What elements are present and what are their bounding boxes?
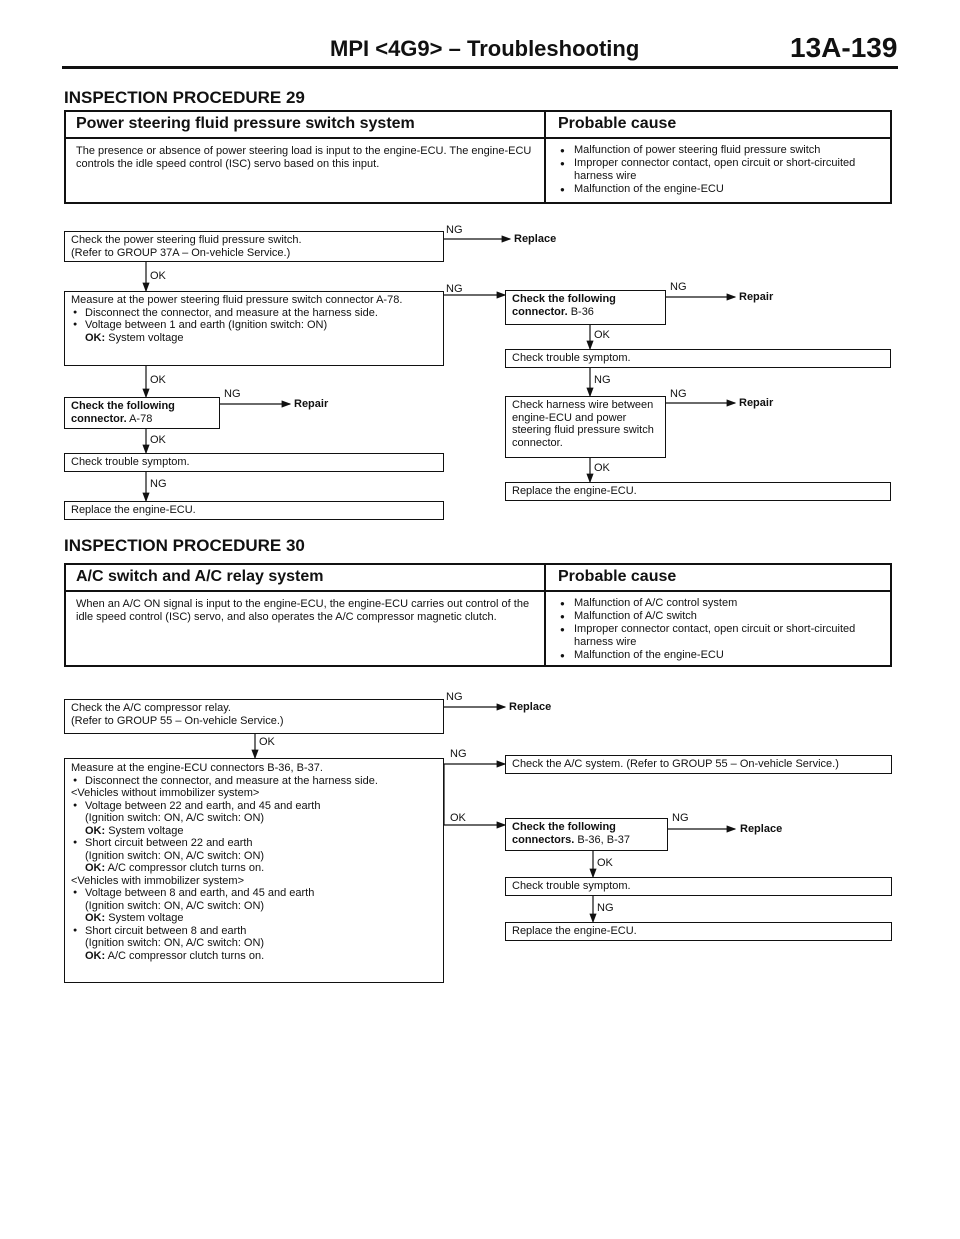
ok-condition bbox=[71, 332, 437, 345]
ok-label: OK bbox=[450, 812, 466, 824]
step-item bbox=[71, 837, 437, 875]
replace-ecu-box: Replace the engine-ECU. bbox=[505, 922, 892, 941]
procedure-30-title: INSPECTION PROCEDURE 30 bbox=[64, 536, 305, 555]
ok-label: OK bbox=[597, 857, 613, 869]
procedure-29-title: INSPECTION PROCEDURE 29 bbox=[64, 88, 305, 107]
ok-value: A/C compressor clutch turns on. bbox=[107, 862, 265, 874]
result-repair: Repair bbox=[739, 397, 774, 409]
measure-steps bbox=[71, 887, 437, 962]
vehicle-variant-label: <Vehicles without immobilizer system> bbox=[71, 787, 260, 799]
ok-label: OK bbox=[150, 434, 166, 446]
step-text: Voltage between 8 and earth, and 45 and earth bbox=[85, 887, 315, 899]
step-item: ● Voltage between 1 and earth (Ignition switch: ON) bbox=[71, 319, 437, 332]
box-text: Check the following connectors. bbox=[512, 821, 616, 846]
box-text: Check the following connector. bbox=[512, 293, 616, 318]
vehicle-variant-label: <Vehicles with immobilizer system> bbox=[71, 874, 245, 887]
cause-item: ● Malfunction of power steering fluid pressure switch bbox=[558, 144, 884, 157]
replace-ecu-box: Replace the engine-ECU. bbox=[505, 482, 891, 501]
result-replace: Replace bbox=[514, 233, 557, 245]
check-connector-a78-box bbox=[64, 397, 220, 429]
box-text: Measure at the engine-ECU connectors B-36, B-37. bbox=[71, 762, 323, 774]
procedure-30-table bbox=[64, 563, 892, 667]
ng-label: NG bbox=[446, 224, 463, 236]
ng-label: NG bbox=[670, 281, 687, 293]
ok-label: OK bbox=[594, 329, 610, 341]
ok-value: System voltage bbox=[108, 824, 184, 837]
ng-label: NG bbox=[597, 902, 614, 914]
check-harness-box: Check harness wire between engine-ECU and power steering fluid pressure switch connector. bbox=[505, 396, 666, 458]
page-number: 13A-139 bbox=[790, 32, 898, 63]
measure-steps bbox=[71, 307, 437, 332]
result-repair: Repair bbox=[739, 291, 774, 303]
system-description: When an A/C ON signal is input to the engine-ECU, the engine-ECU carries out control of the idle speed control (ISC) servo, and also operates the A/C compressor magnetic clutch. bbox=[76, 598, 530, 623]
step-item: ● Disconnect the connector, and measure at the harness side. bbox=[71, 775, 437, 788]
box-text: Check the A/C compressor relay. bbox=[71, 702, 231, 714]
cause-item: ● Improper connector contact, open circuit or short-circuited harness wire bbox=[558, 157, 884, 183]
step-item: ● Disconnect the connector, and measure at the harness side. bbox=[71, 307, 437, 320]
box-text: (Refer to GROUP 37A – On-vehicle Service.) bbox=[71, 246, 291, 259]
probable-cause-list bbox=[558, 597, 884, 662]
table-divider bbox=[544, 565, 546, 665]
ok-value: System voltage bbox=[108, 912, 184, 924]
check-connector-b36-box bbox=[505, 290, 666, 325]
check-pressure-switch-box bbox=[64, 231, 444, 262]
ng-label: NG bbox=[450, 748, 467, 760]
box-text: Check the power steering fluid pressure switch. bbox=[71, 234, 302, 246]
ng-label: NG bbox=[670, 388, 687, 400]
check-connectors-b36-b37-box bbox=[505, 818, 668, 851]
ng-label: NG bbox=[446, 283, 463, 295]
ok-key: OK: bbox=[85, 912, 106, 924]
ok-value: A/C compressor clutch turns on. bbox=[107, 949, 265, 962]
measure-ecu-connectors-box bbox=[64, 758, 444, 983]
ok-key: OK: bbox=[85, 949, 106, 962]
measure-connector-box bbox=[64, 291, 444, 366]
ok-label: OK bbox=[259, 736, 275, 748]
page-header-title: MPI <4G9> – Troubleshooting bbox=[330, 36, 640, 61]
ng-label: NG bbox=[672, 812, 689, 824]
cause-item: ● Malfunction of A/C switch bbox=[558, 610, 884, 623]
system-name: Power steering fluid pressure switch system bbox=[76, 115, 415, 132]
ng-label: NG bbox=[224, 388, 241, 400]
step-text: Short circuit between 22 and earth bbox=[85, 837, 253, 849]
connector-id: B-36, B-37 bbox=[577, 833, 631, 846]
cause-item: ● Improper connector contact, open circuit or short-circuited harness wire bbox=[558, 623, 884, 649]
ok-key: OK: bbox=[85, 331, 106, 344]
ok-key: OK: bbox=[85, 824, 106, 837]
step-text: Short circuit between 8 and earth bbox=[85, 924, 247, 937]
probable-cause-heading: Probable cause bbox=[558, 568, 677, 585]
result-replace: Replace bbox=[740, 823, 783, 835]
check-trouble-symptom-box: Check trouble symptom. bbox=[64, 453, 444, 472]
check-ac-system-box: Check the A/C system. (Refer to GROUP 55 – On-vehicle Service.) bbox=[505, 755, 892, 774]
step-item bbox=[71, 925, 437, 963]
step-text: Voltage between 22 and earth, and 45 and earth bbox=[85, 799, 321, 812]
ng-label: NG bbox=[150, 478, 167, 490]
measure-steps bbox=[71, 775, 437, 788]
box-text: Measure at the power steering fluid pressure switch connector A-78. bbox=[71, 294, 403, 306]
check-ac-relay-box bbox=[64, 699, 444, 734]
ok-value: System voltage bbox=[108, 331, 184, 344]
step-condition: (Ignition switch: ON, A/C switch: ON) bbox=[85, 937, 265, 949]
system-name: A/C switch and A/C relay system bbox=[76, 568, 324, 585]
result-repair: Repair bbox=[294, 398, 329, 410]
replace-ecu-box: Replace the engine-ECU. bbox=[64, 501, 444, 520]
ng-label: NG bbox=[446, 691, 463, 703]
connector-id: A-78 bbox=[129, 412, 153, 425]
step-condition: (Ignition switch: ON, A/C switch: ON) bbox=[85, 899, 265, 912]
ng-label: NG bbox=[594, 374, 611, 386]
check-trouble-symptom-box: Check trouble symptom. bbox=[505, 349, 891, 368]
box-text: (Refer to GROUP 55 – On-vehicle Service.) bbox=[71, 714, 284, 727]
ok-label: OK bbox=[150, 374, 166, 386]
cause-item: ● Malfunction of A/C control system bbox=[558, 597, 884, 610]
step-condition: (Ignition switch: ON, A/C switch: ON) bbox=[85, 849, 265, 862]
result-replace: Replace bbox=[509, 701, 552, 713]
measure-steps bbox=[71, 800, 437, 875]
ok-label: OK bbox=[150, 270, 166, 282]
ok-label: OK bbox=[594, 462, 610, 474]
ok-key: OK: bbox=[85, 862, 106, 874]
step-item bbox=[71, 800, 437, 838]
system-description: The presence or absence of power steering load is input to the engine-ECU. The engine-ECU controls the idle speed control (ISC) servo based on this input. bbox=[76, 145, 532, 170]
connector-id: B-36 bbox=[570, 305, 594, 318]
box-text: Check the following connector. bbox=[71, 400, 175, 425]
step-item bbox=[71, 887, 437, 925]
cause-item: ● Malfunction of the engine-ECU bbox=[558, 183, 884, 196]
probable-cause-heading: Probable cause bbox=[558, 115, 677, 132]
step-condition: (Ignition switch: ON, A/C switch: ON) bbox=[85, 812, 265, 824]
cause-item: ● Malfunction of the engine-ECU bbox=[558, 649, 884, 662]
check-trouble-symptom-box: Check trouble symptom. bbox=[505, 877, 892, 896]
